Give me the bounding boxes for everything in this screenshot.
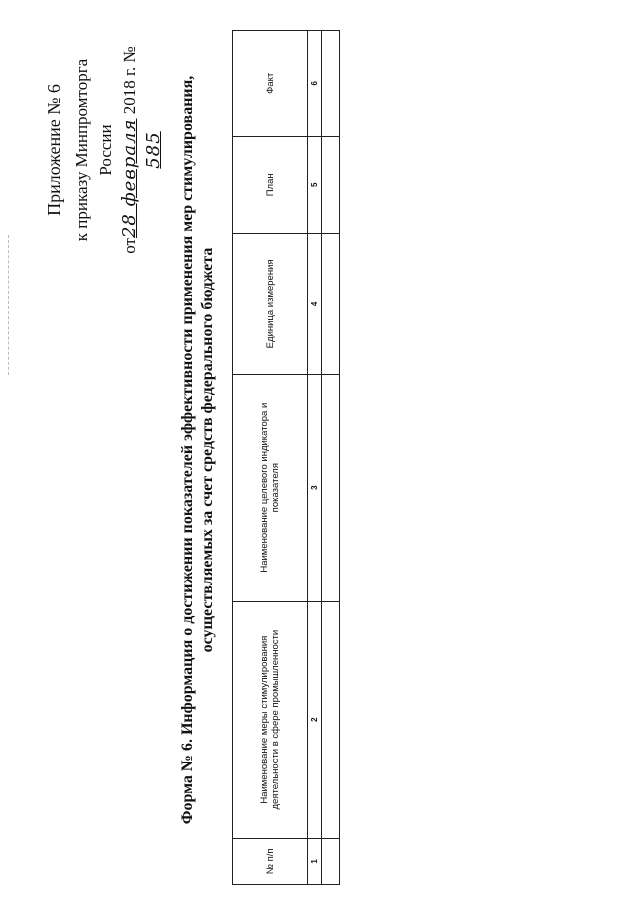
- table-cell[interactable]: [322, 234, 340, 375]
- header-number: № п/п: [233, 838, 308, 884]
- form-title-line-2: осуществляемых за счет средств федерального бюджета: [199, 247, 216, 653]
- appendix-block: [42, 35, 166, 265]
- table-header-row: [233, 31, 308, 885]
- indicators-table: [232, 30, 340, 885]
- header-fact: Факт: [233, 31, 308, 137]
- appendix-order-ref: к приказу Минпромторга России: [72, 58, 115, 242]
- column-number-row: [308, 31, 322, 885]
- handwritten-number: 585: [143, 131, 164, 169]
- scan-margin-marks: [8, 235, 15, 375]
- form-title-line-1: Форма № 6. Информация о достижении показателей эффективности применения мер стимулирования,: [179, 75, 196, 825]
- column-number: 1: [308, 838, 322, 884]
- header-plan: План: [233, 136, 308, 233]
- column-number: 6: [308, 31, 322, 137]
- column-number: 2: [308, 601, 322, 838]
- form-title: [178, 35, 218, 865]
- date-prefix: от: [120, 238, 139, 254]
- table-cell[interactable]: [322, 374, 340, 601]
- year-label: 2018 г. №: [120, 46, 139, 115]
- table-cell[interactable]: [322, 838, 340, 884]
- column-number: 3: [308, 374, 322, 601]
- table-cell[interactable]: [322, 601, 340, 838]
- column-number: 5: [308, 136, 322, 233]
- column-number: 4: [308, 234, 322, 375]
- table-cell[interactable]: [322, 136, 340, 233]
- handwritten-date: 28 февраля: [119, 118, 140, 239]
- appendix-date-line: [118, 35, 166, 265]
- table-cell[interactable]: [322, 31, 340, 137]
- header-unit: Единица измерения: [233, 234, 308, 375]
- header-measure: Наименование меры стимулирования деятельности в сфере промышленности: [233, 601, 308, 838]
- appendix-title: Приложение № 6: [44, 84, 64, 216]
- table-row: [322, 31, 340, 885]
- header-indicator: Наименование целевого индикатора и показателя: [233, 374, 308, 601]
